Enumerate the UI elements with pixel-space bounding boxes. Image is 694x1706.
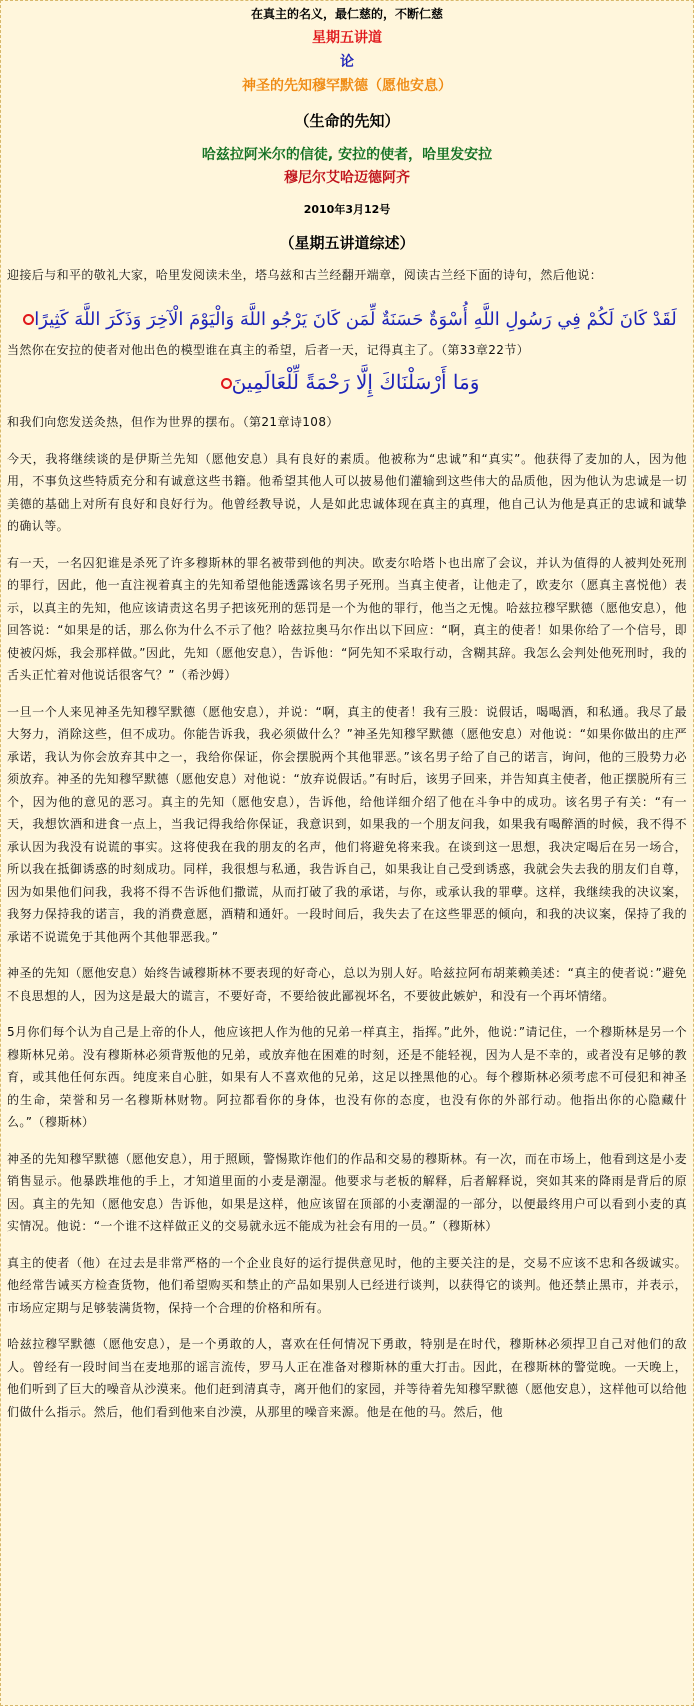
paragraph-3: 一旦一个人来见神圣先知穆罕默德（愿他安息），并说：“啊，真主的使者！我有三股：说假话，喝喝酒，和私通。我尽了最大努力，消除这些，但不成功。你能告诉我，我必须做什么？”神圣先知穆罕默德（愿他安息）对他说：“如果你做出的庄严承诺，我认为你会放弃其中之一，我给你保证，你会摆脱两个其他罪恶。”该名男子给了自己的诺言，询问，他的三股势力必须放弃。神圣的先知穆罕默德（愿他安息）对他说：“放弃说假话。”有时后，该男子回来，并告知真主使者，他正摆脱所有三个，因为他的意见的恶习。真主的先知（愿他安息），告诉他，给他详细介绍了他在斗争中的成功。该名男子有关：“有一天，我想饮酒和进食一点上，当我记得我给你保证，我意识到，如果我的一个朋友问我，如果我有喝醉酒的时候，我不得不承认因为我没有说谎的事实。这将使我在我的朋友的名声，他们将避免将来我。在谈到这一思想，我决定喝后在另一场合，所以我在抵御诱惑的时刻成功。同样，我很想与私通，我告诉自己，如果我让自己受到诱惑，我就会失去我的朋友们自尊，因为如果他们问我，我将不得不告诉他们撒谎，从而打破了我的承诺，与你，或承认我的罪孽。这样，我继续我的决议案，我努力保持我的诺言，我的消费意愿，酒精和通奸。一段时间后，我失去了在这些罪恶的倾向，和我的决议案，保持了我的承诺不说谎免于其他两个其他罪恶我。” [7, 704, 687, 944]
paragraph-1: 今天，我将继续谈的是伊斯兰先知（愿他安息）具有良好的素质。他被称为“忠诚”和“真实”。他获得了麦加的人，因为他用，不事负这些特质充分和有诚意这些书籍。他希望其他人可以披易他们灌输到这些伟大的品质他，因为他认为忠诚是一切美德的基础上对所有良好和良好行为。他曾经教导说，人是如此忠诚体现在真主的真理，他自己认为他是真正的忠诚和诚挚的确认等。 [7, 451, 687, 533]
verse-2-arabic [7, 367, 687, 397]
basmala-line: 在真主的名义，最仁慈的，不断仁慈 [250, 7, 443, 21]
on-heading: 论 [340, 54, 354, 70]
sermon-heading: 星期五讲道 [312, 30, 382, 46]
ayah-end-icon [221, 378, 232, 389]
prophet-heading: 神圣的先知穆罕默德（愿他安息） [242, 78, 452, 94]
verse-2-translation: 和我们向您发送灸热，但作为世界的摆布。（第21章诗108） [7, 415, 339, 429]
verse-1-translation: 当然你在安拉的使者对他出色的模型谁在真主的希望，后者一天，记得真主了。（第33章22节） [7, 342, 530, 357]
ayah-end-icon [23, 314, 34, 325]
sermon-date: 2010年3月12号 [303, 203, 391, 216]
paragraph-6: 神圣的先知穆罕默德（愿他安息），用于照顾，警惕欺诈他们的作品和交易的穆斯林。有一次，而在市场上，他看到这是小麦销售显示。他暴跌堆他的手上，才知道里面的小麦是潮湿。他要求与老板的解释，后者解释说，突如其来的降雨是背后的原因。真主的先知（愿他安息）告诉他，如果是这样，他应该留在顶部的小麦潮湿的一部分，以便最终用户可以看到小麦的真实情况。他说：“一个谁不这样做正义的交易就永远不能成为社会有用的一员。”（穆斯林） [7, 1151, 687, 1233]
subtitle-heading: （生命的先知） [294, 112, 400, 130]
verse-1-arabic [7, 305, 687, 335]
paragraph-5: 5月你们每个认为自己是上帝的仆人，他应该把人作为他的兄弟一样真主，指挥。”此外，他说：”请记住，一个穆斯林是另一个穆斯林兄弟。没有穆斯林必须背叛他的兄弟，或放弃他在困难的时刻，还是不能轻视，因为人是不幸的，或者没有足够的教育，或其他任何东西。纯度来自心脏，如果有人不喜欢他的兄弟，这足以挫黑他的心。每个穆斯林必须考虑不可侵犯和神圣的生命，荣誉和另一名穆斯林财物。阿拉都看你的身体，也没有你的态度，也没有你的外部行动。他指出你的心隐藏什么。”（穆斯林） [7, 1025, 687, 1129]
speaker-name: 穆尼尔艾哈迈德阿齐 [284, 170, 410, 186]
summary-heading: （星期五讲道综述） [279, 234, 415, 252]
paragraph-4: 神圣的先知（愿他安息）始终告诫穆斯林不要表现的好奇心，总以为别人好。哈兹拉阿布胡莱赖美述：“真主的使者说：”避免不良思想的人，因为这是最大的谎言，不要好奇，不要给彼此鄙视坏名，不要彼此嫉妒，和没有一个再坏情绪。 [7, 966, 687, 1003]
verse-1-arabic-text: لَقَدْ كَانَ لَكُمْ فِي رَسُولِ اللَّهِ أُسْوَةٌ حَسَنَةٌ لِّمَن كَانَ يَرْجُو اللَّهَ وَالْيَوْمَ الْآخِرَ وَذَكَرَ اللَّهَ كَثِيرًا [34, 308, 677, 330]
paragraph-7: 真主的使者（他）在过去是非常严格的一个企业良好的运行提供意见时，他的主要关注的是，交易不应该不忠和各级诚实。他经常告诫买方检查货物，他们希望购买和禁止的产品如果别人已经进行谈判，以获得它的谈判。他还禁止黑市，并表示，市场应定期与足够装满货物，保持一个合理的价格和所有。 [7, 1255, 687, 1315]
paragraph-2: 有一天，一名囚犯谁是杀死了许多穆斯林的罪名被带到他的判决。欧麦尔哈塔卜也出席了会议，并认为值得的人被判处死刑的罪行，因此，他一直注视着真主的先知希望他能透露该名男子死刑。当真主使者，让他走了，欧麦尔（愿真主喜悦他）表示，以真主的先知，他应该请责这名男子把该死刑的惩罚是一个为他的罪行，他当之无愧。哈兹拉穆罕默德（愿他安息），他回答说：“如果是的话，那么你为什么不示了他？哈兹拉奥马尔作出以下回应：“啊，真主的使者！如果你给了一个信号，即使被闪烁，我会那样做。”因此，先知（愿他安息），告诉他：“阿先知不采取行动，含糊其辞。我怎么会判处他死刑时，我的舌头正忙着对他说话很客气？”（希沙姆） [7, 555, 687, 682]
paragraph-8: 哈兹拉穆罕默德（愿他安息），是一个勇敢的人，喜欢在任何情况下勇敢，特别是在时代，穆斯林必须捍卫自己对他们的敌人。曾经有一段时间当在麦地那的谣言流传，罗马人正在准备对穆斯林的重大打击。因此，在穆斯林的警觉晚。一天晚上，他们听到了巨大的噪音从沙漠来。他们赶到清真寺，离开他们的家园，并等待着先知穆罕默德（愿他安息），这样他可以给他们做什么指示。然后，他们看到他来自沙漠，从那里的噪音来源。他是在他的马。然后，他 [7, 1337, 687, 1419]
intro-paragraph: 迎接后与和平的敬礼大家，哈里发阅读未坐，塔乌兹和古兰经翻开端章，阅读古兰经下面的诗句，然后他说： [7, 268, 603, 282]
verse-2-arabic-text: وَمَا أَرْسَلْنَاكَ إِلَّا رَحْمَةً لِّلْعَالَمِينَ [231, 370, 480, 394]
speaker-title: 哈兹拉阿米尔的信徒, 安拉的使者，哈里发安拉 [201, 147, 493, 163]
